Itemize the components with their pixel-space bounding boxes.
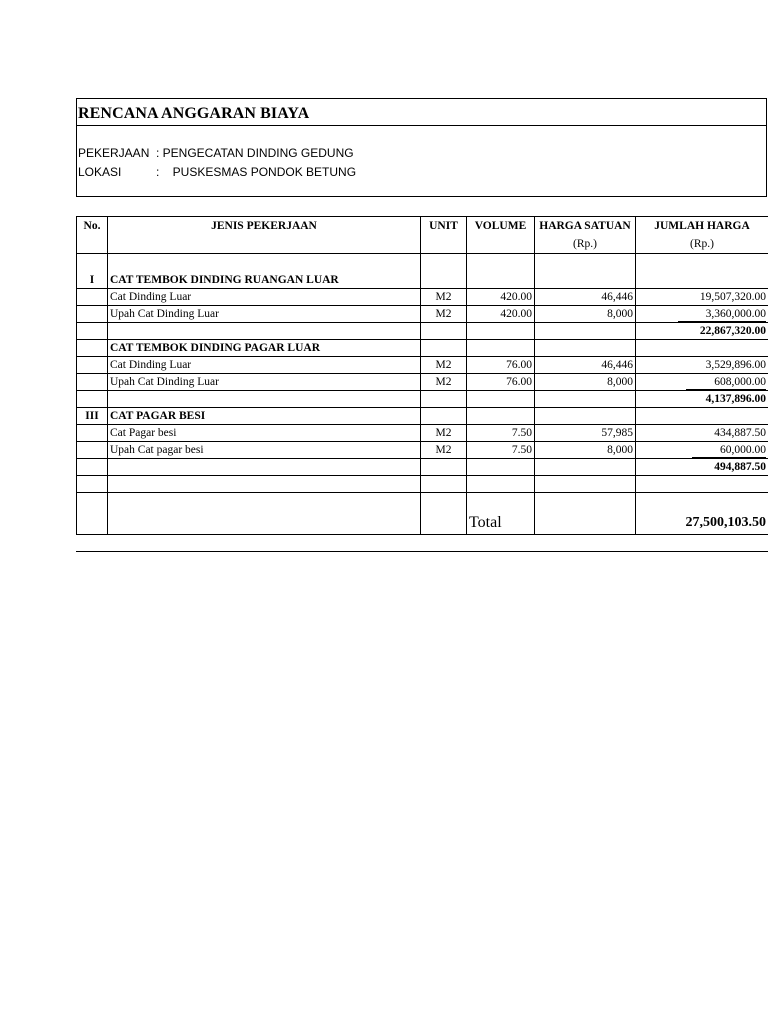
- item-jumlah: 434,887.50: [636, 425, 768, 442]
- pekerjaan-label: PEKERJAAN: [78, 146, 150, 160]
- item-unit: M2: [421, 374, 467, 391]
- item-name: Upah Cat pagar besi: [108, 442, 421, 459]
- item-harga: 8,000: [535, 442, 636, 459]
- item-volume: 420.00: [467, 306, 535, 323]
- subtotal-row: [77, 459, 768, 476]
- item-name: Cat Dinding Luar: [108, 289, 421, 306]
- table-row: [77, 289, 768, 306]
- table-row: [77, 374, 768, 391]
- spacer-row: [77, 254, 768, 272]
- item-volume: 76.00: [467, 374, 535, 391]
- column-header-row: [77, 217, 768, 235]
- item-volume: 7.50: [467, 442, 535, 459]
- table-row: [77, 357, 768, 374]
- item-name: Cat Dinding Luar: [108, 357, 421, 374]
- col-harga-unit: (Rp.): [535, 235, 636, 254]
- section-number: [77, 340, 108, 357]
- col-unit-header: UNIT: [421, 217, 467, 235]
- item-jumlah: 19,507,320.00: [636, 289, 768, 306]
- lokasi-value: : PUSKESMAS PONDOK BETUNG: [156, 165, 357, 179]
- section-title-row: [77, 340, 768, 357]
- budget-table: [76, 216, 768, 535]
- document-title: RENCANA ANGGARAN BIAYA: [78, 105, 310, 122]
- section-title: CAT TEMBOK DINDING RUANGAN LUAR: [108, 272, 421, 289]
- item-unit: M2: [421, 442, 467, 459]
- item-name: Cat Pagar besi: [108, 425, 421, 442]
- col-jumlah-header: JUMLAH HARGA: [636, 217, 768, 235]
- col-harga-header: HARGA SATUAN: [535, 217, 636, 235]
- table-row: [77, 442, 768, 459]
- item-name: Upah Cat Dinding Luar: [108, 306, 421, 323]
- col-jenis-header: JENIS PEKERJAAN: [108, 217, 421, 235]
- lokasi-label: LOKASI: [78, 165, 122, 179]
- empty-row: [77, 476, 768, 493]
- item-harga: 8,000: [535, 306, 636, 323]
- subtotal-value: 494,887.50: [636, 459, 768, 476]
- item-jumlah: 60,000.00: [692, 443, 766, 458]
- item-unit: M2: [421, 425, 467, 442]
- section-number: I: [77, 272, 108, 289]
- item-harga: 46,446: [535, 289, 636, 306]
- item-harga: 57,985: [535, 425, 636, 442]
- item-unit: M2: [421, 306, 467, 323]
- section-title: CAT TEMBOK DINDING PAGAR LUAR: [108, 340, 421, 357]
- item-unit: M2: [421, 357, 467, 374]
- item-volume: 76.00: [467, 357, 535, 374]
- item-name: Upah Cat Dinding Luar: [108, 374, 421, 391]
- item-jumlah: 608,000.00: [686, 375, 766, 390]
- subtotal-row: [77, 391, 768, 408]
- col-no-header: No.: [77, 217, 108, 235]
- title-row: [77, 99, 766, 126]
- subtotal-value: 4,137,896.00: [636, 391, 768, 408]
- section-title: CAT PAGAR BESI: [108, 408, 421, 425]
- item-jumlah: 3,529,896.00: [636, 357, 768, 374]
- item-unit: M2: [421, 289, 467, 306]
- pekerjaan-value: : PENGECATAN DINDING GEDUNG: [156, 146, 354, 160]
- item-harga: 8,000: [535, 374, 636, 391]
- item-volume: 7.50: [467, 425, 535, 442]
- section-title-row: [77, 272, 768, 289]
- item-jumlah: 3,360,000.00: [678, 307, 766, 322]
- section-number: III: [77, 408, 108, 425]
- bottom-double-rule: [76, 551, 768, 552]
- column-unit-row: [77, 235, 768, 254]
- item-harga: 46,446: [535, 357, 636, 374]
- total-value: 27,500,103.50: [685, 515, 766, 530]
- subtotal-row: [77, 323, 768, 340]
- item-volume: 420.00: [467, 289, 535, 306]
- total-row: [77, 493, 768, 535]
- subtotal-value: 22,867,320.00: [636, 323, 768, 340]
- section-title-row: [77, 408, 768, 425]
- document-header: [76, 98, 767, 197]
- col-volume-header: VOLUME: [467, 217, 535, 235]
- col-jumlah-unit: (Rp.): [636, 235, 768, 254]
- table-row: [77, 306, 768, 323]
- table-row: [77, 425, 768, 442]
- total-label: Total: [469, 514, 502, 531]
